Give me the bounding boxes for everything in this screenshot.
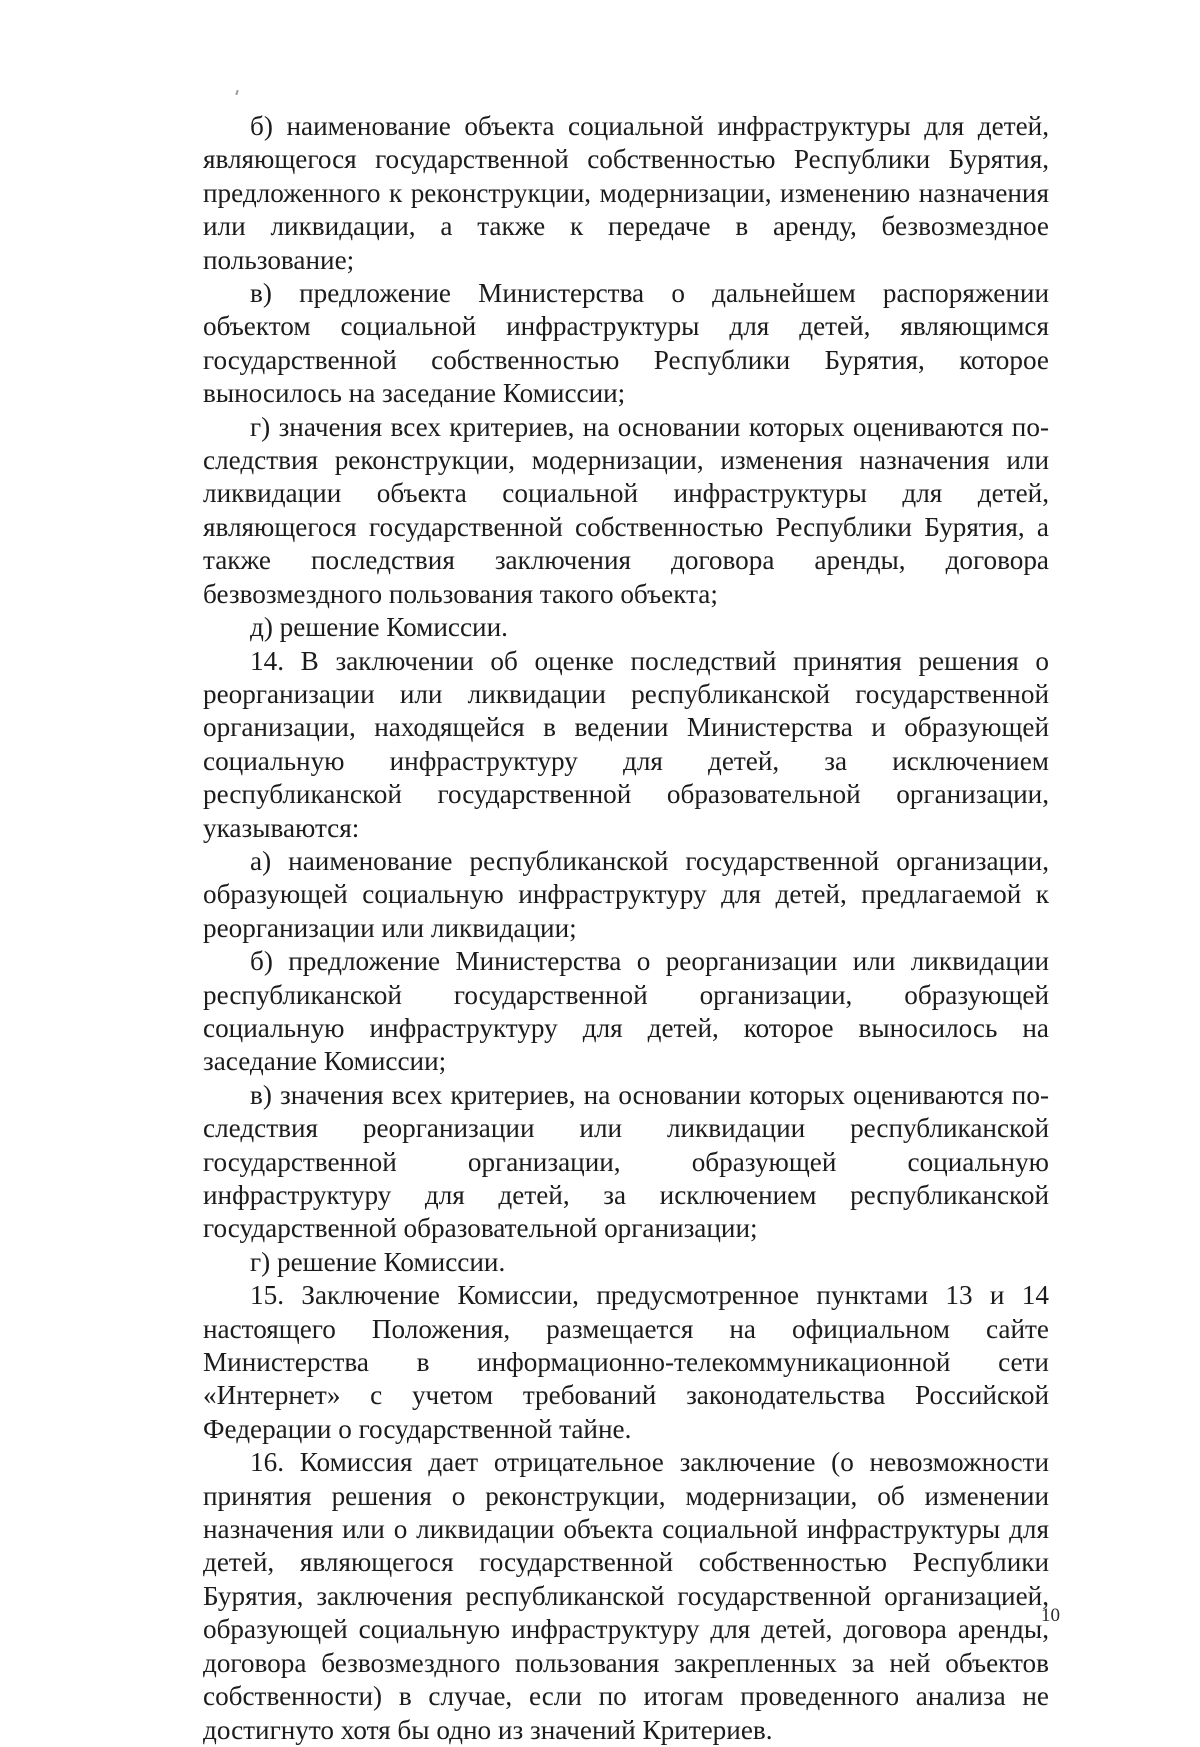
paragraph-15: 15. Заключение Комиссии, предусмотренное пунктами 13 и 14 настоящего Положения, размещается на официальном сайте Министерства в информационно-телекоммуникационной сети «Интернет» с учетом требований законодательства Российской Федерации о государственной тайне. [203, 1280, 1049, 1444]
paragraph-13g: г) значения всех критериев, на основании которых оцениваются последствия реконструкции, модернизации, изменения назначения или ликвидации объекта социальной инфраструктуры для детей, являющегося государственной собственностью Республики Бурятия, а также последствия заключения договора аренды, договора безвозмездного пользования такого объекта; [203, 411, 1049, 609]
paragraph-14v: в) значения всех критериев, на основании которых оцениваются последствия реорганизации или ликвидации республиканской государственной организации, образующей социальную инфраструктуру для детей, за исключением республиканской государственной образовательной организации; [203, 1079, 1049, 1244]
paragraph-13d: д) решение Комиссии. [250, 612, 508, 643]
page-number: 10 [1041, 1605, 1060, 1626]
paragraph-14b: б) предложение Министерства о реорганизации или ликвидации республиканской государственной организации, образующей социальную инфраструктуру для детей, которое выносилось на заседание Комиссии; [203, 946, 1049, 1077]
paragraph-14: 14. В заключении об оценке последствий принятия решения о реорганизации или ликвидации республиканской государственной организации, находящейся в ведении Министерства и образующей социальную инфраструктуру для детей, за исключением республиканской государственной образовательной организации, указываются: [203, 645, 1049, 843]
paragraph-16: 16. Комиссия дает отрицательное заключение (о невозможности принятия решения о реконструкции, модернизации, об изменении назначения или о ликвидации объекта социальной инфраструктуры для детей, являющегося государственной собственностью Республики Бурятия, заключения республиканской государственной организацией, образующей социальную инфраструктуру для детей, договора аренды, договора безвозмездного пользования закрепленных за ней объектов собственности) в случае, если по итогам проведенного анализа не достигнуто хотя бы одно из значений Критериев. [203, 1447, 1049, 1745]
paragraph-13b: б) наименование объекта социальной инфраструктуры для детей, являющегося государственной собственностью Республики Бурятия, предложенного к реконструкции, модернизации, изменению назначения или ликвидации, а также к передаче в аренду, безвозмездное пользование; [203, 111, 1049, 275]
scan-artifact [235, 90, 238, 95]
paragraph-14g: г) решение Комиссии. [250, 1246, 506, 1277]
paragraph-14a: а) наименование республиканской государственной организации, образующей социальную инфраструктуру для детей, предлагаемой к реорганизации или ликвидации; [203, 845, 1049, 943]
paragraph-13v: в) предложение Министерства о дальнейшем распоряжении объектом социальной инфраструктуры для детей, являющимся государственной собственностью Республики Бурятия, которое выносилось на заседание Комиссии; [203, 278, 1049, 409]
document-body [203, 110, 1049, 1747]
